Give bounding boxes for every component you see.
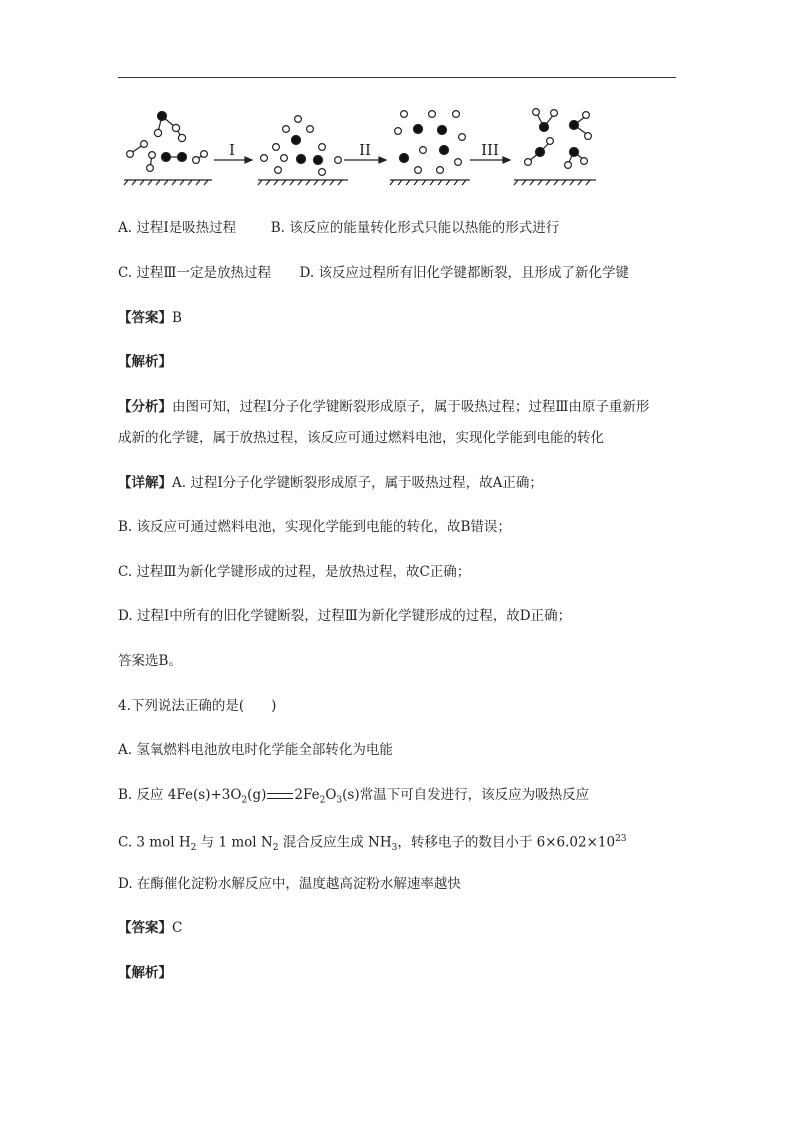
stage3-atoms (390, 111, 470, 185)
arrow-label-i: I (229, 141, 235, 159)
q3-answer (118, 308, 182, 328)
q3-option-d: D. 该反应过程所有旧化学键都断裂，且形成了新化学键 (299, 265, 629, 281)
q4-option-c-p4: ，转移电子的数目小于 6×6.02×10 (397, 834, 616, 851)
q4-option-c-sup: 23 (615, 834, 627, 844)
q3-xiangjie-a (118, 473, 543, 493)
stage4-molecules (514, 109, 596, 185)
reaction-process-diagram (118, 100, 678, 195)
q3-options-ab (118, 218, 559, 238)
q4-answer-value: C (172, 920, 183, 936)
q4-option-c-p1: C. 3 mol H (118, 834, 191, 851)
q3-fenxi-line1 (118, 397, 649, 417)
q4-option-b-mid: (g) (247, 787, 267, 803)
q4-option-b-post1: 2Fe (294, 787, 320, 803)
q3-jiexi-heading: 【解析】 (118, 354, 172, 370)
q3-answer-value: B (172, 310, 182, 326)
arrow-label-iii: III (481, 141, 499, 159)
q4-stem: 4.下列说法正确的是( ) (118, 698, 277, 714)
q3-option-b: B. 该反应的能量转化形式只能以热能的形式进行 (270, 220, 560, 236)
q4-option-b-sub2: 2 (319, 795, 326, 806)
q3-fenxi-tag: 【分析】 (118, 399, 172, 415)
q4-option-b (118, 785, 589, 811)
equals-sign-icon (267, 793, 293, 799)
q3-xiangjie-c: C. 过程Ⅲ为新化学键形成的过程，是放热过程，故C正确； (118, 564, 471, 580)
q3-fenxi-text1: 由图可知，过程Ⅰ分子化学键断裂形成原子，属于吸热过程；过程Ⅲ由原子重新形 (172, 399, 650, 415)
q3-option-c: C. 过程Ⅲ一定是放热过程 (118, 265, 271, 281)
q3-options-cd (118, 263, 629, 283)
q4-option-b-sub1: 2 (241, 795, 248, 806)
q4-option-b-post3: (s)常温下可自发进行，该反应为吸热反应 (342, 787, 590, 803)
q4-answer (118, 918, 182, 938)
q3-xiangjie-tag: 【详解】 (118, 475, 172, 491)
q3-xiangjie-d: D. 过程Ⅰ中所有的旧化学键断裂，过程Ⅲ为新化学键形成的过程，故D正确； (118, 608, 572, 624)
arrow-label-ii: II (359, 141, 371, 159)
q4-option-c (118, 829, 627, 858)
q4-option-d: D. 在酶催化淀粉水解反应中，温度越高淀粉水解速率越快 (118, 876, 461, 892)
stage1-molecules (124, 112, 212, 186)
q3-answer-tag: 【答案】 (118, 310, 172, 326)
q4-option-c-p2: 与 1 mol N (196, 834, 273, 851)
q4-answer-tag: 【答案】 (118, 920, 172, 936)
q4-option-c-sub1: 2 (190, 843, 197, 854)
q3-xiangjie-b: B. 该反应可通过燃料电池，实现化学能到电能的转化，故B错误； (118, 519, 511, 535)
q3-xiangjie-a-text: A. 过程Ⅰ分子化学键断裂形成原子，属于吸热过程，故A正确； (172, 475, 543, 491)
q4-option-b-sub3: 3 (336, 795, 343, 806)
q3-conclusion: 答案选B。 (118, 653, 182, 669)
q4-option-c-p3: 混合反应生成 NH (278, 834, 392, 851)
q4-option-a: A. 氢氧燃料电池放电时化学能全部转化为电能 (118, 742, 393, 758)
q4-option-c-sub3: 3 (391, 843, 398, 854)
q4-jiexi-heading: 【解析】 (118, 965, 172, 981)
q4-option-b-pre: B. 反应 4Fe(s)+3O (118, 787, 242, 803)
q4-option-b-post2: O (325, 787, 337, 803)
q3-fenxi-line2: 成新的化学键，属于放热过程，该反应可通过燃料电池，实现化学能到电能的转化 (118, 430, 604, 446)
header-rule (118, 77, 676, 78)
stage2-atoms (258, 116, 348, 185)
q3-option-a: A. 过程Ⅰ是吸热过程 (118, 220, 237, 236)
q4-option-c-sub2: 2 (272, 843, 279, 854)
